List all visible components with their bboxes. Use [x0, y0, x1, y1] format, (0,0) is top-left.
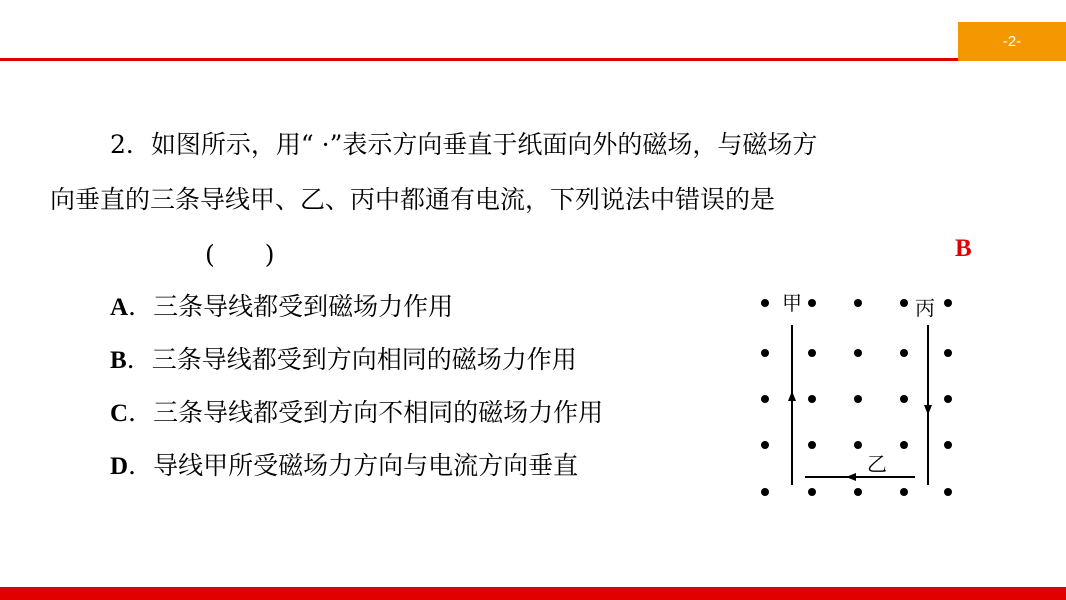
option-letter: A — [110, 294, 129, 321]
field-dot — [808, 395, 816, 403]
question-line-1: 2．如图所示，用“ ·”表示方向垂直于纸面向外的磁场，与磁场方 — [110, 130, 818, 159]
label-yi: 乙 — [867, 452, 887, 476]
field-dot — [900, 441, 908, 449]
field-dot — [761, 349, 769, 357]
option-d — [110, 446, 578, 482]
field-dot — [854, 349, 862, 357]
footer-bar — [0, 587, 1066, 600]
magnetic-field-diagram — [750, 285, 965, 500]
option-letter: B — [110, 347, 127, 374]
field-dot — [808, 299, 816, 307]
field-dot — [761, 441, 769, 449]
option-text: ．三条导线都受到方向相同的磁场力作用 — [126, 345, 577, 374]
label-bing: 丙 — [915, 296, 935, 320]
field-dot — [761, 488, 769, 496]
option-a — [110, 287, 453, 323]
question-line-2: 向垂直的三条导线甲、乙、丙中都通有电流，下列说法中错误的是 — [50, 185, 776, 214]
field-dot — [808, 349, 816, 357]
field-dot — [808, 488, 816, 496]
arrow-up-icon — [788, 391, 796, 401]
option-letter: C — [110, 400, 129, 427]
field-diagram-svg — [750, 285, 965, 500]
field-dot — [944, 441, 952, 449]
arrow-down-icon — [924, 405, 932, 415]
option-text: ．三条导线都受到磁场力作用 — [128, 292, 454, 321]
page-number-badge — [958, 22, 1066, 61]
page-number: -2- — [1002, 33, 1022, 50]
field-dot — [808, 441, 816, 449]
field-dot — [944, 349, 952, 357]
arrow-left-icon — [846, 473, 856, 481]
field-dot — [944, 488, 952, 496]
option-text: ．三条导线都受到方向不相同的磁场力作用 — [128, 398, 604, 427]
field-dot — [900, 349, 908, 357]
field-dot — [900, 488, 908, 496]
field-dot — [761, 395, 769, 403]
field-dot — [944, 299, 952, 307]
field-dot — [900, 299, 908, 307]
field-dot — [854, 395, 862, 403]
answer-key: B — [955, 235, 972, 262]
option-b — [110, 340, 577, 376]
option-c — [110, 393, 603, 429]
field-dot — [854, 299, 862, 307]
header-rule — [0, 58, 958, 61]
field-dot — [900, 395, 908, 403]
option-letter: D — [110, 453, 129, 480]
field-dot — [854, 441, 862, 449]
answer-blank: ( ) — [205, 240, 275, 269]
field-dot — [761, 299, 769, 307]
field-dot — [944, 395, 952, 403]
label-jia: 甲 — [782, 291, 802, 315]
field-dot — [854, 488, 862, 496]
option-text: ．导线甲所受磁场力方向与电流方向垂直 — [128, 451, 579, 480]
